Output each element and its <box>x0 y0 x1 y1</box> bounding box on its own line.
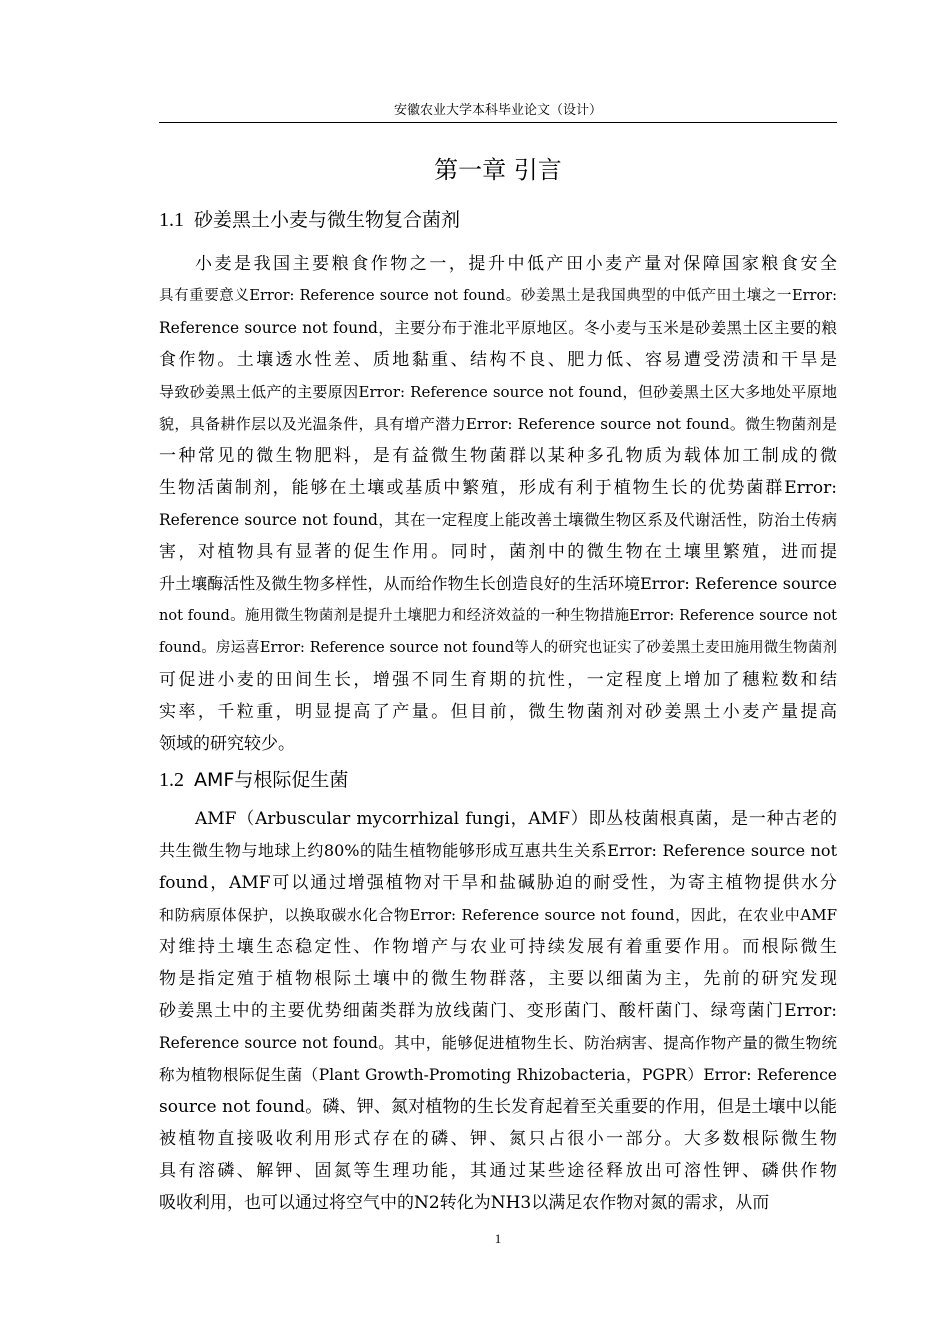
text-line-content: found，AMF可以通过增强植物对干旱和盐碱胁迫的耐受性，为寄主植物提供水分 <box>159 873 837 893</box>
text-line <box>159 995 837 1027</box>
text-line <box>159 899 837 931</box>
text-line <box>159 376 837 408</box>
chapter-title: 第一章 引言 <box>434 156 562 184</box>
text-line-content: 具有重要意义Error: Reference source not found。砂姜黑土是我国典型的中低产田土壤之一Error: <box>159 288 837 304</box>
text-line-content: not found。施用微生物菌剂是提升土壤肥力和经济效益的一种生物措施Error: Reference source not <box>159 608 837 624</box>
text-line-content: found。房运喜Error: Reference source not found等人的研究也证实了砂姜黑土麦田施用微生物菌剂 <box>159 640 837 656</box>
text-line <box>159 931 837 963</box>
text-line-content: 和防病原体保护，以换取碳水化合物Error: Reference source not found，因此，在农业中AMF <box>159 906 837 924</box>
text-line <box>159 867 837 899</box>
text-line-content: 砂姜黑土中的主要优势细菌类群为放线菌门、变形菌门、酸杆菌门、绿弯菌门Error: <box>159 1001 837 1021</box>
text-line <box>159 248 837 280</box>
text-line-content: 具有溶磷、解钾、固氮等生理功能，其通过某些途径释放出可溶性钾、磷供作物 <box>159 1161 837 1181</box>
section-title: 砂姜黑土小麦与微生物复合菌剂 <box>194 209 461 231</box>
section-1-2-body <box>159 803 837 1219</box>
text-line <box>159 1091 837 1123</box>
text-line-content: 共生微生物与地球上约80%的陆生植物能够形成互惠共生关系Error: Reference source not <box>159 841 837 860</box>
text-line-content: source not found。磷、钾、氮对植物的生长发育起着至关重要的作用，但是土壤中以能 <box>159 1097 837 1117</box>
text-line-content: 升土壤酶活性及微生物多样性，从而给作物生长创造良好的生活环境Error: Reference source <box>159 574 837 593</box>
header-rule <box>159 122 837 123</box>
text-line-content: 物是指定殖于植物根际土壤中的微生物群落，主要以细菌为主，先前的研究发现 <box>159 969 837 989</box>
running-header: 安徽农业大学本科毕业论文（设计） <box>393 103 602 118</box>
text-line-content: AMF（Arbuscular mycorrhizal fungi，AMF）即丛枝菌根真菌，是一种古老的 <box>195 809 837 829</box>
text-line-content: 对维持土壤生态稳定性、作物增产与农业可持续发展有着重要作用。而根际微生 <box>159 937 837 957</box>
text-line-content: 称为植物根际促生菌（Plant Growth-Promoting Rhizobacteria，PGPR）Error: Reference <box>159 1066 837 1084</box>
text-line-content: 导致砂姜黑土低产的主要原因Error: Reference source not found，但砂姜黑土区大多地处平原地 <box>159 383 837 401</box>
text-line <box>159 728 837 760</box>
text-line <box>159 1123 837 1155</box>
text-line <box>159 632 837 664</box>
text-line <box>159 1155 837 1187</box>
text-line <box>159 312 837 344</box>
text-line <box>159 344 837 376</box>
text-line-content: 吸收利用，也可以通过将空气中的N2转化为NH3以满足农作物对氮的需求，从而 <box>159 1193 770 1213</box>
section-number: 1.2 <box>159 769 184 791</box>
text-line <box>159 696 837 728</box>
text-line <box>159 440 837 472</box>
text-line <box>159 408 837 440</box>
text-line <box>159 963 837 995</box>
section-heading-1-2 <box>159 764 837 795</box>
text-line <box>159 835 837 867</box>
text-line-content: Reference source not found，主要分布于淮北平原地区。冬小麦与玉米是砂姜黑土区主要的粮 <box>159 319 837 337</box>
text-line-content: 食作物。土壤透水性差、质地黏重、结构不良、肥力低、容易遭受涝渍和干旱是 <box>159 350 837 370</box>
text-line-content: 害，对植物具有显著的促生作用。同时，菌剂中的微生物在土壤里繁殖，进而提 <box>159 542 837 562</box>
text-line <box>159 536 837 568</box>
text-line <box>159 280 837 312</box>
text-line <box>159 600 837 632</box>
text-line-content: 实率，千粒重，明显提高了产量。但目前，微生物菌剂对砂姜黑土小麦产量提高 <box>159 702 837 722</box>
text-line-content: 可促进小麦的田间生长，增强不同生育期的抗性，一定程度上增加了穗粒数和结 <box>159 670 837 690</box>
text-line-content: Reference source not found。其中，能够促进植物生长、防治病害、提高作物产量的微生物统 <box>159 1034 837 1052</box>
text-line-content: 一种常见的微生物肥料，是有益微生物菌群以某种多孔物质为载体加工制成的微 <box>159 446 837 466</box>
text-line-content: 领域的研究较少。 <box>159 734 295 754</box>
text-line <box>159 472 837 504</box>
section-number: 1.1 <box>159 209 184 231</box>
section-title: AMF与根际促生菌 <box>194 769 349 791</box>
text-line-content: 生物活菌制剂，能够在土壤或基质中繁殖，形成有利于植物生长的优势菌群Error: <box>159 478 837 498</box>
text-line <box>159 504 837 536</box>
section-1-1-body <box>159 248 837 760</box>
text-line-content: 貌，具备耕作层以及光温条件，具有增产潜力Error: Reference source not found。微生物菌剂是 <box>159 415 837 433</box>
text-line <box>159 1059 837 1091</box>
text-line-content: Reference source not found，其在一定程度上能改善土壤微生物区系及代谢活性，防治土传病 <box>159 511 837 529</box>
text-line-content: 被植物直接吸收利用形式存在的磷、钾、氮只占很小一部分。大多数根际微生物 <box>159 1129 837 1149</box>
text-line-content: 小麦是我国主要粮食作物之一，提升中低产田小麦产量对保障国家粮食安全 <box>195 254 837 274</box>
text-line <box>159 1187 837 1219</box>
text-line <box>159 568 837 600</box>
text-line <box>159 664 837 696</box>
section-heading-1-1 <box>159 204 837 235</box>
text-line <box>159 1027 837 1059</box>
text-line <box>159 803 837 835</box>
page-number: 1 <box>494 1231 502 1246</box>
